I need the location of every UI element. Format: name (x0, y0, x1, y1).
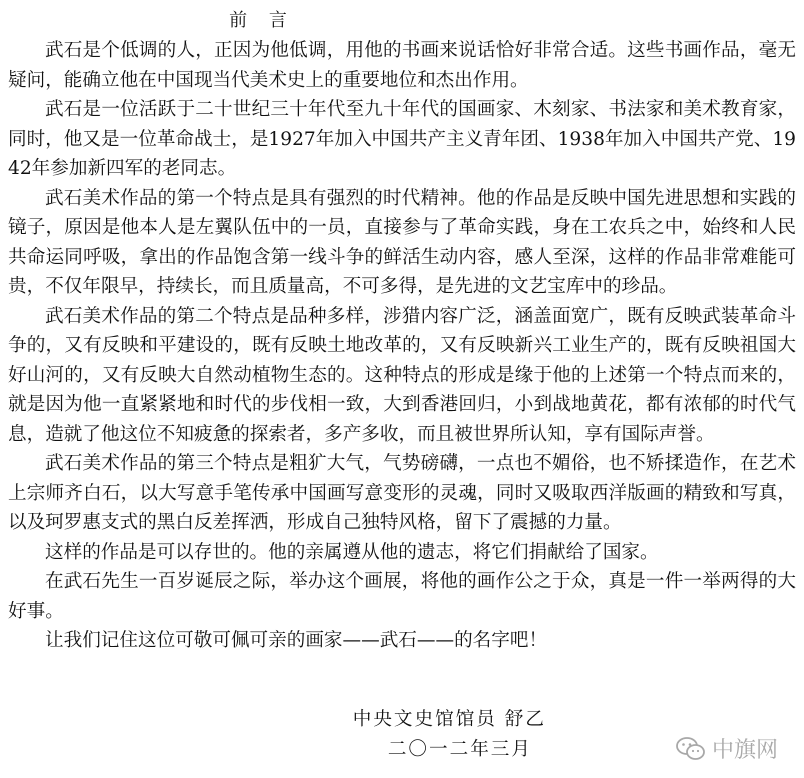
document-body (8, 36, 796, 656)
document-date: 二〇一二年三月 (387, 739, 532, 760)
paragraph-7: 在武石先生一百岁诞辰之际，举办这个画展，将他的画作公之于众，真是一件一举两得的大好事。 (8, 571, 796, 622)
paragraph-6: 这样的作品是可以存世的。他的亲属遵从他的遗志，将它们捐献给了国家。 (45, 541, 659, 563)
watermark-text: 中旗网 (711, 738, 778, 763)
paragraph-1: 武石是个低调的人，正因为他低调，用他的书画来说话恰好非常合适。这些书画作品，毫无疑问，能确立他在中国现当代美术史上的重要地位和杰出作用。 (8, 40, 796, 91)
paragraph-2: 武石是一位活跃于二十世纪三十年代至九十年代的国画家、木刻家、书法家和美术教育家，同时，他又是一位革命战士，是1927年加入中国共产主义青年团、1938年加入中国共产党、1942年参加新四军的老同志。 (8, 99, 796, 179)
document-title: 前 言 (229, 10, 295, 31)
paragraph-4: 武石美术作品的第二个特点是品种多样，涉猎内容广泛，涵盖面宽广，既有反映武装革命斗争的，又有反映和平建设的，既有反映土地改革的，又有反映新兴工业生产的，既有反映祖国大好山河的，又有反映大自然动植物生态的。这种特点的形成是缘于他的上述第一个特点而来的，就是因为他一直紧紧地和时代的步伐相一致，大到香港回归，小到战地黄花，都有浓郁的时代气息，造就了他这位不知疲惫的探索者，多产多收，而且被世界所认知，享有国际声誉。 (8, 305, 796, 445)
author-signature: 中央文史馆馆员 舒乙 (352, 709, 546, 730)
watermark (676, 733, 778, 764)
paragraph-5: 武石美术作品的第三个特点是粗犷大气，气势磅礴，一点也不媚俗，也不矫揉造作，在艺术上宗师齐白石，以大写意手笔传承中国画写意变形的灵魂，同时又吸取西洋版画的精致和写真，以及珂罗惠支式的黑白反差挥洒，形成自己独特风格，留下了震撼的力量。 (8, 453, 796, 533)
paragraph-3: 武石美术作品的第一个特点是具有强烈的时代精神。他的作品是反映中国先进思想和实践的镜子，原因是他本人是左翼队伍中的一员，直接参与了革命实践，身在工农兵之中，始终和人民共命运同呼吸，拿出的作品饱含第一线斗争的鲜活生动内容，感人至深，这样的作品非常难能可贵，不仅年限早，持续长，而且质量高，不可多得，是先进的文艺宝库中的珍品。 (8, 187, 796, 297)
paragraph-8: 让我们记住这位可敬可佩可亲的画家——武石——的名字吧！ (45, 630, 548, 651)
wechat-icon (676, 736, 706, 762)
